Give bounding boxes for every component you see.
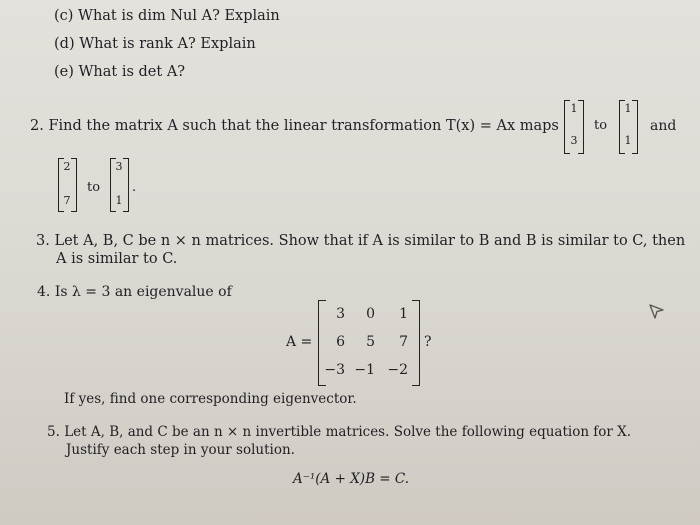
matrix-cell: 6 — [336, 334, 345, 350]
question-3-line-2: A is similar to C. — [56, 251, 178, 267]
matrix-cell: 3 — [336, 306, 345, 322]
question-5-equation: A⁻¹(A + X)B = C. — [293, 471, 410, 487]
question-e — [54, 64, 185, 80]
matrix-cell: 7 — [399, 334, 408, 350]
vector-1-bottom: 3 — [570, 134, 578, 147]
matrix-cell: −3 — [324, 362, 345, 378]
question-4-text: Is λ = 3 an eigenvalue of — [54, 284, 232, 300]
question-c-text: What is dim Nul A? Explain — [78, 8, 280, 24]
matrix-cell: −2 — [387, 362, 408, 378]
question-d — [54, 36, 256, 52]
question-e-text: What is det A? — [78, 64, 186, 80]
question-c-label: (c) — [54, 8, 74, 24]
vector-4-bottom: 1 — [115, 194, 123, 207]
question-c — [54, 8, 280, 24]
matrix-lhs: A = — [286, 334, 313, 350]
matrix-cell: 1 — [399, 306, 408, 322]
matrix-question-mark: ? — [424, 334, 432, 350]
matrix-cell: −1 — [354, 362, 375, 378]
question-5 — [47, 424, 631, 440]
matrix-cell: 0 — [366, 306, 375, 322]
question-e-label: (e) — [54, 64, 74, 80]
vector-1-top: 1 — [570, 102, 578, 115]
question-4-label: 4. — [37, 284, 51, 300]
question-2 — [30, 118, 559, 134]
question-5-line-1: Let A, B, and C be an n × n invertible matrices. Solve the following equation for X. — [64, 424, 632, 440]
question-5-line-2: Justify each step in your solution. — [66, 442, 295, 458]
q2-period: . — [132, 180, 137, 195]
vector-4-top: 3 — [115, 160, 123, 173]
question-3-line-1: Let A, B, C be n × n matrices. Show that if A is similar to B and B is similar to C, then — [54, 233, 686, 249]
question-4-followup: If yes, find one corresponding eigenvector. — [64, 391, 357, 407]
question-3 — [36, 233, 685, 249]
question-2-label: 2. — [30, 118, 44, 134]
question-d-text: What is rank A? Explain — [79, 36, 256, 52]
question-d-label: (d) — [54, 36, 75, 52]
vector-2-bottom: 1 — [624, 134, 632, 147]
vector-3-top: 2 — [63, 160, 71, 173]
vector-2-top: 1 — [624, 102, 632, 115]
question-3-label: 3. — [36, 233, 50, 249]
question-2-text: Find the matrix A such that the linear transformation T(x) = Ax maps — [48, 118, 559, 134]
q2-and: and — [650, 118, 677, 134]
question-4 — [37, 284, 232, 300]
question-5-label: 5. — [47, 424, 60, 440]
mouse-pointer-icon — [648, 302, 666, 320]
q2-to-2: to — [87, 180, 101, 195]
vector-3-bottom: 7 — [63, 194, 71, 207]
q2-to-1: to — [594, 118, 608, 133]
matrix-cell: 5 — [366, 334, 375, 350]
